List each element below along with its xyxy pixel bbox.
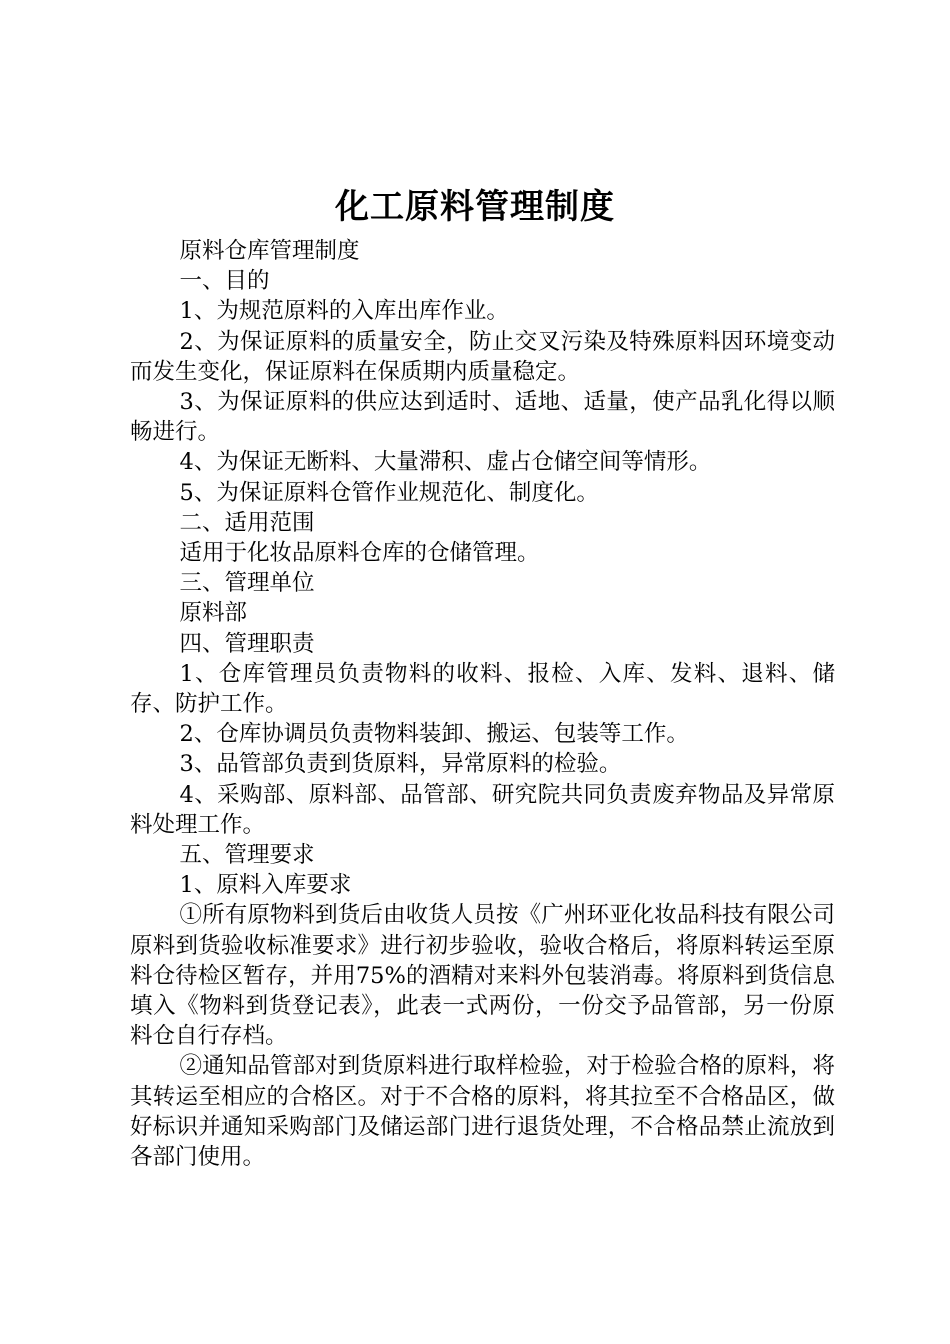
body-paragraph: 2、仓库协调员负责物料装卸、搬运、包装等工作。 — [179, 721, 689, 748]
section-heading: 原料仓库管理制度 — [179, 238, 360, 264]
body-paragraph: 4、为保证无断料、大量滞积、虚占仓储空间等情形。 — [179, 449, 712, 476]
subsection-heading: 1、原料入库要求 — [179, 872, 352, 899]
body-paragraph: ②通知品管部对到货原料进行取样检验，对于检验合格的原料，将其转运至相应的合格区。对于不合格的原料，将其拉至不合格品区，做好标识并通知采购部门及储运部门进行退货处理，不合格品禁止流放到各部门使用。 — [130, 1053, 835, 1171]
body-paragraph: 3、品管部负责到货原料，异常原料的检验。 — [179, 751, 622, 778]
body-paragraph: 3、为保证原料的供应达到适时、适地、适量，使产品乳化得以顺畅进行。 — [130, 389, 835, 446]
document-title: 化工原料管理制度 — [335, 187, 615, 227]
body-paragraph: 5、为保证原料仓管作业规范化、制度化。 — [179, 479, 599, 506]
section-heading: 五、管理要求 — [179, 842, 315, 869]
section-heading: 一、目的 — [179, 268, 270, 295]
section-heading: 二、适用范围 — [179, 509, 315, 536]
section-heading: 四、管理职责 — [179, 630, 315, 657]
body-paragraph: 适用于化妆品原料仓库的仓储管理。 — [179, 540, 540, 567]
body-paragraph: 原料部 — [179, 600, 248, 627]
document-body — [130, 236, 835, 1172]
body-paragraph: 4、采购部、原料部、品管部、研究院共同负责废弃物品及异常原料处理工作。 — [130, 781, 835, 838]
body-paragraph: 2、为保证原料的质量安全，防止交叉污染及特殊原料因环境变动而发生变化，保证原料在保质期内质量稳定。 — [130, 328, 835, 385]
body-paragraph: 1、为规范原料的入库出库作业。 — [179, 298, 509, 325]
body-paragraph: ①所有原物料到货后由收货人员按《广州环亚化妆品科技有限公司原料到货验收标准要求》进行初步验收，验收合格后，将原料转运至原料仓待检区暂存，并用75%的酒精对来料外包装消毒。将原料到货信息填入《物料到货登记表》，此表一式两份，一份交予品管部，另一份原料仓自行存档。 — [130, 902, 835, 1050]
section-heading: 三、管理单位 — [179, 570, 315, 597]
body-paragraph: 1、仓库管理员负责物料的收料、报检、入库、发料、退料、储存、防护工作。 — [130, 660, 835, 718]
